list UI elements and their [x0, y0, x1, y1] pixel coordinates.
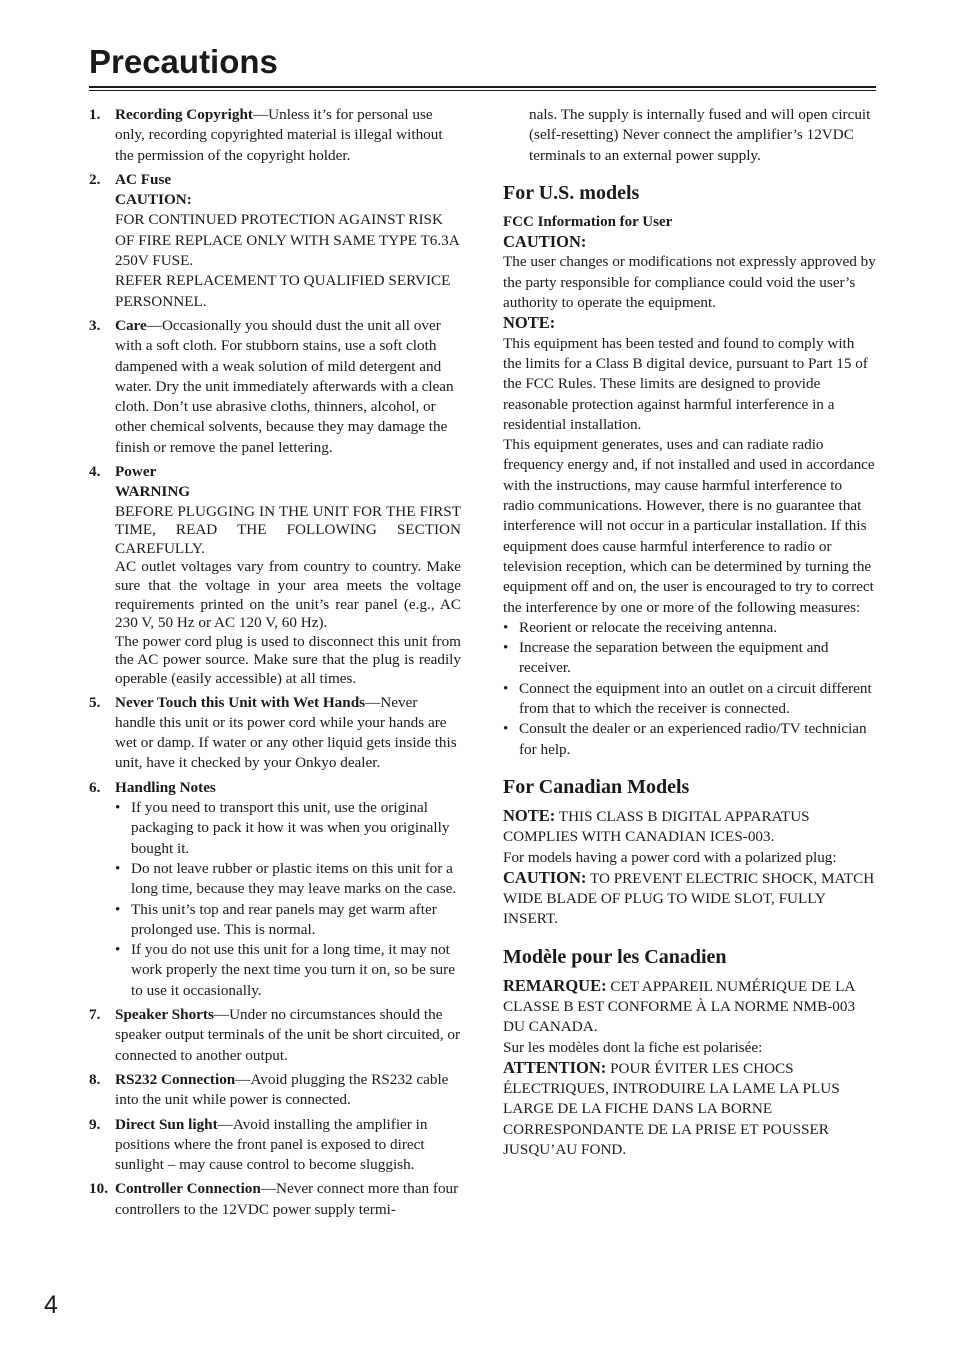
caution-text: The user changes or modifications not expressly approved by the party responsible for compliance could void the user’s authority to operate the equipment.	[503, 253, 876, 312]
canadian-caution	[503, 868, 876, 930]
attention-block	[503, 1058, 876, 1160]
note-text: THIS CLASS B DIGITAL APPARATUS COMPLIES WITH CANADIAN ICES-003.	[503, 807, 810, 846]
remarque-text: CET APPAREIL NUMÉRIQUE DE LA CLASSE B EST CONFORME À LA NORME NMB-003 DU CANADA.	[503, 977, 856, 1036]
list-item: • Increase the separation between the equipment and receiver.	[503, 638, 876, 679]
caution-label: CAUTION:	[115, 191, 192, 209]
precaution-item-3	[89, 316, 461, 458]
item-heading: AC Fuse	[115, 170, 172, 188]
item-heading: Power	[115, 463, 157, 481]
item-10-continuation: nals. The supply is internally fused and will open circuit (self-resetting) Never connect the amplifier’s 12VDC terminals to an external power supply.	[529, 106, 871, 164]
precaution-item-6	[89, 778, 461, 1001]
caution-label: CAUTION:	[503, 867, 587, 887]
list-item: • Connect the equipment into an outlet on a circuit different from that to which the receiver is connected.	[503, 679, 876, 720]
right-column	[503, 105, 876, 1160]
item-heading: Speaker Shorts	[115, 1006, 214, 1024]
item-text: —Occasionally you should dust the unit all over with a soft cloth. For stubborn stains, use a soft cloth dampened with a weak solution of mild detergent and water. Dry the unit immediately afterwards with a clean cloth. Don’t use abrasive cloths, thinners, alcohol, or other chemical solvents, because they may damage the finish or remove the panel lettering.	[115, 316, 454, 456]
plug-text-fr: Sur les modèles dont la fiche est polarisée:	[503, 1038, 763, 1056]
handling-notes-list	[115, 798, 461, 1001]
item-heading: Care	[115, 316, 147, 334]
item-number: 9.	[89, 1115, 101, 1133]
warning-label: WARNING	[115, 483, 191, 501]
precaution-item-4	[89, 462, 461, 689]
item-heading: Handling Notes	[115, 778, 216, 796]
item-text: —Unless it’s for personal use only, recording copyrighted material is illegal without the permission of the copyright holder.	[115, 106, 443, 164]
item-heading: Never Touch this Unit with Wet Hands	[115, 693, 366, 711]
service-text: REFER REPLACEMENT TO QUALIFIED SERVICE PERSONNEL.	[115, 272, 451, 310]
plug-text: The power cord plug is used to disconnect this unit from the AC power source. Make sure that the plug is readily operable (easily accessible) at all times.	[115, 632, 461, 687]
canadian-note	[503, 806, 876, 848]
item-heading: RS232 Connection	[115, 1070, 236, 1088]
item-number: 6.	[89, 778, 101, 796]
list-item: • Reorient or relocate the receiving antenna.	[503, 618, 876, 638]
title-rule	[89, 86, 876, 91]
page-title: Precautions	[89, 43, 278, 80]
list-item: • Do not leave rubber or plastic items on this unit for a long time, because they may leave marks on the case.	[115, 859, 461, 900]
attention-text: POUR ÉVITER LES CHOCS ÉLECTRIQUES, INTRODUIRE LA LAME LA PLUS LARGE DE LA FICHE DANS LA BORNE CORRESPONDANTE DE LA PRISE ET POUSSER JUSQU’AU FOND.	[503, 1059, 840, 1159]
precaution-item-8	[89, 1070, 461, 1111]
remarque-block	[503, 976, 876, 1038]
page-number: 4	[44, 1291, 58, 1319]
item-text: —Avoid installing the amplifier in positions where the front panel is exposed to direct sunlight – may cause control to become sluggish.	[115, 1115, 428, 1174]
item-number: 4.	[89, 463, 101, 481]
list-item: • Consult the dealer or an experienced radio/TV technician for help.	[503, 719, 876, 760]
power-warning-text: BEFORE PLUGGING IN THE UNIT FOR THE FIRST TIME, READ THE FOLLOWING SECTION CAREFULLY.	[115, 502, 461, 557]
measures-list	[503, 618, 876, 760]
voltage-text: AC outlet voltages vary from country to country. Make sure that the voltage in your area meets the voltage requirements printed on the unit’s rear panel (e.g., AC 230 V, 50 Hz or AC 120 V, 60 Hz).	[115, 558, 461, 632]
item-text: —Never connect more than four controllers to the 12VDC power supply termi-	[115, 1180, 459, 1218]
french-canadian-heading: Modèle pour les Canadien	[503, 945, 727, 968]
item-heading: Controller Connection	[115, 1180, 261, 1198]
caution-label: CAUTION:	[503, 232, 587, 252]
item-number: 3.	[89, 316, 101, 334]
canadian-models-heading: For Canadian Models	[503, 775, 690, 798]
left-column	[89, 105, 461, 1224]
attention-label: ATTENTION:	[503, 1057, 607, 1077]
item-heading: Recording Copyright	[115, 106, 253, 123]
note-paragraph: This equipment has been tested and found to comply with the limits for a Class B digital device, pursuant to Part 15 of the FCC Rules. These limits are designed to provide reasonable protection against harmful interference in a residential installation.	[503, 334, 868, 433]
item-heading: Direct Sun light	[115, 1115, 218, 1133]
note-label: NOTE:	[503, 313, 556, 333]
caution-text: TO PREVENT ELECTRIC SHOCK, MATCH WIDE BLADE OF PLUG TO WIDE SLOT, FULLY INSERT.	[503, 869, 875, 928]
item-number: 10.	[89, 1180, 108, 1198]
precaution-item-10	[89, 1179, 461, 1220]
item-text: —Avoid plugging the RS232 cable into the unit while power is connected.	[115, 1070, 449, 1109]
item-number: 7.	[89, 1006, 101, 1024]
list-item: • If you need to transport this unit, use the original packaging to pack it how it was when you originally bought it.	[115, 798, 461, 859]
list-item: • If you do not use this unit for a long time, it may not work properly the next time you turn it on, so be sure to use it occasionally.	[115, 940, 461, 1001]
item-text: —Under no circumstances should the speaker output terminals of the unit be short circuited, or connected to another output.	[115, 1006, 460, 1064]
precaution-item-2	[89, 170, 461, 312]
precaution-item-1	[89, 105, 461, 166]
list-item: • This unit’s top and rear panels may get warm after prolonged use. This is normal.	[115, 900, 461, 941]
item-number: 5.	[89, 693, 101, 711]
item-number: 8.	[89, 1070, 101, 1088]
precaution-item-9	[89, 1115, 461, 1176]
precaution-item-5	[89, 693, 461, 774]
item-number: 2.	[89, 170, 101, 188]
remarque-label: REMARQUE:	[503, 975, 607, 995]
us-models-heading: For U.S. models	[503, 181, 640, 204]
note-paragraph: This equipment generates, uses and can radiate radio frequency energy and, if not installed and used in accordance with the instructions, may cause harmful interference to radio communications. However, there is no guarantee that interference will not occur in a particular installation. If this equipment does cause harmful interference to radio or television reception, which can be determined by turning the equipment off and on, the user is encouraged to try to correct the interference by one or more of the following measures:	[503, 436, 875, 616]
item-text: —Never handle this unit or its power cord while your hands are wet or damp. If water or any other liquid gets inside this unit, have it checked by your Onkyo dealer.	[115, 693, 457, 772]
note-label: NOTE:	[503, 805, 556, 825]
plug-text: For models having a power cord with a polarized plug:	[503, 848, 837, 866]
precaution-item-7	[89, 1005, 461, 1066]
fuse-warning-text: FOR CONTINUED PROTECTION AGAINST RISK OF FIRE REPLACE ONLY WITH SAME TYPE T6.3A 250V FUSE.	[115, 211, 459, 270]
item-number: 1.	[89, 106, 101, 123]
fcc-subheading: FCC Information for User	[503, 213, 673, 230]
